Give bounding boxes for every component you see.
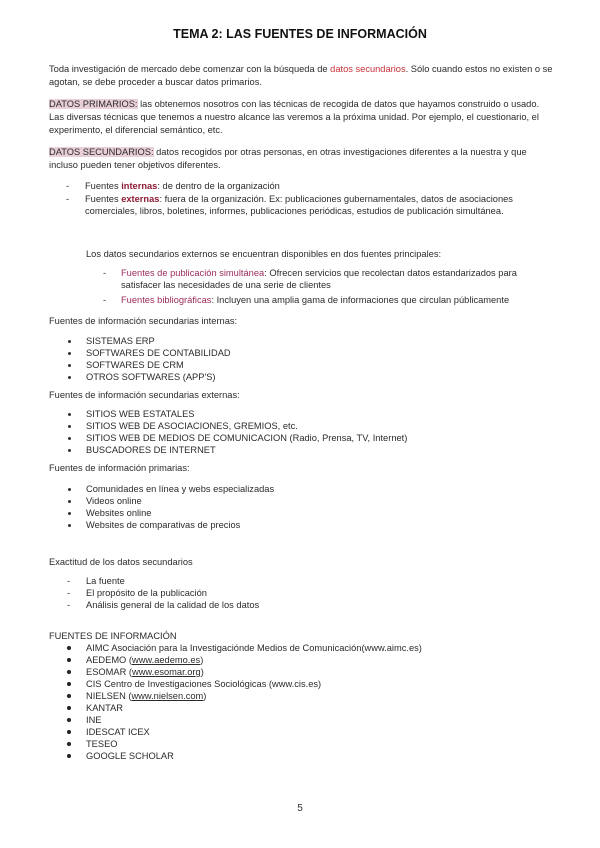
primarios-paragraph [49, 98, 553, 137]
fuente-idescat: IDESCAT ICEX [86, 727, 150, 737]
exactitud-item: Análisis general de la calidad de los datos [86, 600, 260, 610]
externo-publicacion-item: Fuentes de publicación simultánea: Ofrecen servicios que recolectan datos estandarizados para satisfacer las necesidades de una serie de clientes [121, 268, 517, 290]
secundarios-label: DATOS SECUNDARIOS: [49, 147, 154, 157]
bullet-dot [68, 352, 71, 355]
bullet-dot [68, 340, 71, 343]
fuente-cis: CIS Centro de Investigaciones Sociológicas (www.cis.es) [86, 679, 322, 689]
bullet-dot [67, 658, 71, 662]
fuente-google-scholar: GOOGLE SCHOLAR [86, 751, 174, 761]
intro-text-end: . Sólo cuando estos no existen o se agotan, se debe proceder a buscar datos primarios. [49, 64, 553, 87]
exactitud-item: El propósito de la publicación [86, 588, 207, 598]
bullet-dot [68, 425, 71, 428]
bullet-dot [68, 512, 71, 515]
dash-bullet: - [103, 268, 107, 278]
externas-heading: Fuentes de información secundarias externas: [49, 390, 240, 400]
bullet-dot [67, 694, 71, 698]
externas-item: SITIOS WEB ESTATALES [86, 409, 195, 419]
exactitud-heading: Exactitud de los datos secundarios [49, 557, 193, 567]
externas-item: SITIOS WEB DE ASOCIACIONES, GREMIOS, etc. [86, 421, 298, 431]
internas-heading: Fuentes de información secundarias internas: [49, 316, 238, 326]
aedemo-link[interactable]: www.aedemo.es [131, 655, 201, 665]
dash-bullet: - [103, 295, 107, 305]
esomar-link[interactable]: www.esomar.org [131, 667, 201, 677]
nielsen-link[interactable]: www.nielsen.com [131, 691, 204, 701]
primarias-heading: Fuentes de información primarias: [49, 463, 190, 473]
dash-bullet: - [67, 600, 71, 610]
bullet-dot [68, 500, 71, 503]
fuente-nielsen: NIELSEN (www.nielsen.com) [86, 691, 207, 701]
intro-text-start: Toda investigación de mercado debe comenzar con la búsqueda de [49, 64, 331, 74]
exactitud-item: La fuente [86, 576, 125, 586]
secundarios-text: datos recogidos por otras personas, en otras investigaciones diferentes a la nuestra y que incluso pueden tener objetivos diferentes. [49, 147, 527, 170]
primarias-item: Websites online [86, 508, 152, 518]
externos-intro: Los datos secundarios externos se encuentran disponibles en dos fuentes principales: [86, 249, 442, 259]
primarias-item: Websites de comparativas de precios [86, 520, 241, 530]
internas-item: SOFTWARES DE CONTABILIDAD [86, 348, 231, 358]
fuente-aimc: AIMC Asociación para la Investigaciónde Medios de Comunicación(www.aimc.es) [86, 643, 422, 653]
bullet-dot [67, 754, 71, 758]
primarias-item: Comunidades en línea y webs especializadas [86, 484, 275, 494]
fuente-kantar: KANTAR [86, 703, 124, 713]
page-number: 5 [297, 803, 303, 814]
fuente-externa-item: Fuentes externas: fuera de la organización. Ex: publicaciones gubernamentales, datos de asociaciones comerciales, libros, boletines, informes, publicaciones periódicas, estudios de publicación simultánea. [85, 194, 513, 216]
internas-item: OTROS SOFTWARES (APP'S) [86, 372, 216, 382]
bullet-dot [67, 706, 71, 710]
intro-paragraph [49, 63, 553, 89]
bullet-dot [68, 488, 71, 491]
bullet-dot [67, 670, 71, 674]
externas-item: SITIOS WEB DE MEDIOS DE COMUNICACION (Radio, Prensa, TV, Internet) [86, 433, 408, 443]
bullet-dot [67, 682, 71, 686]
bullet-dot [67, 742, 71, 746]
bullet-dot [68, 449, 71, 452]
page-title: TEMA 2: LAS FUENTES DE INFORMACIÓN [173, 27, 427, 41]
externo-bibliografica-item: Fuentes bibliográficas: Incluyen una amplia gama de informaciones que circulan públicamente [121, 295, 510, 305]
intro-highlight: datos secundarios [330, 64, 406, 74]
dash-bullet: - [67, 588, 71, 598]
secundarios-paragraph [49, 146, 553, 172]
primarios-label: DATOS PRIMARIOS: [49, 99, 138, 109]
bullet-dot [68, 413, 71, 416]
bullet-dot [68, 437, 71, 440]
bullet-dot [68, 364, 71, 367]
fuente-aedemo: AEDEMO (www.aedemo.es) [86, 655, 204, 665]
internas-item: SOFTWARES DE CRM [86, 360, 184, 370]
bullet-dot [68, 524, 71, 527]
internas-item: SISTEMAS ERP [86, 336, 155, 346]
dash-bullet: - [66, 194, 70, 204]
fuente-esomar: ESOMAR (www.esomar.org) [86, 667, 204, 677]
fuente-teseo: TESEO [86, 739, 118, 749]
bullet-dot [67, 730, 71, 734]
dash-bullet: - [67, 576, 71, 586]
externas-item: BUSCADORES DE INTERNET [86, 445, 216, 455]
bullet-dot [68, 376, 71, 379]
primarios-text: las obtenemos nosotros con las técnicas de recogida de datos que hayamos construido o usado. Las diversas técnicas que tenemos a nuestro alcance las veremos a la próxima unidad. Por ejemplo, el cuestionario, el experimento, el diferencial semántico, etc. [49, 99, 540, 135]
bullet-dot [67, 646, 71, 650]
fuente-interna-item: Fuentes internas: de dentro de la organización [85, 181, 280, 191]
fuente-ine: INE [86, 715, 102, 725]
dash-bullet: - [66, 181, 70, 191]
primarias-item: Videos online [86, 496, 142, 506]
bullet-dot [67, 718, 71, 722]
fuentes-info-heading: FUENTES DE INFORMACIÓN [49, 631, 177, 641]
